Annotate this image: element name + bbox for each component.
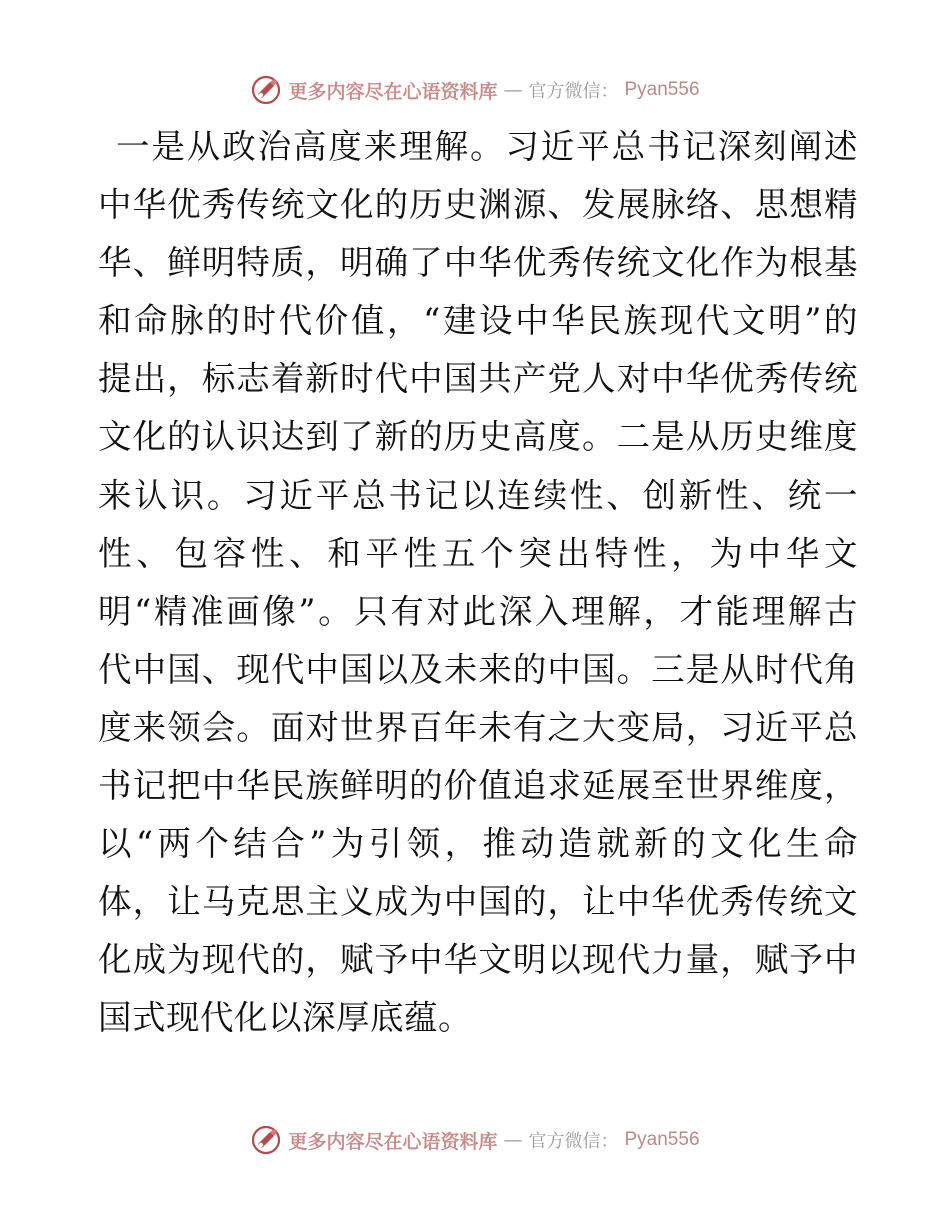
paragraph-line: 一是从政治高度来理解。习近平总书记深刻阐述 xyxy=(116,127,858,166)
watermark-dash: — xyxy=(503,79,523,101)
paragraph-line: 代中国、现代中国以及未来的中国。三是从时代角 xyxy=(98,649,858,689)
watermark-contact-label: 官方微信： xyxy=(528,81,619,102)
watermark-brand-text: 更多内容尽在心语资料库 xyxy=(288,80,498,103)
paragraph-line: 提出，标志着新时代中国共产党人对中华优秀传统 xyxy=(98,359,858,399)
paragraph-line: 书记把中华民族鲜明的价值追求延展至世界维度， xyxy=(98,766,858,806)
watermark-contact-id: Pyan556 xyxy=(624,79,700,100)
watermark-contact-label: 官方微信： xyxy=(528,1131,619,1152)
paragraph-line: 体，让马克思主义成为中国的，让中华优秀传统文 xyxy=(98,882,858,922)
paragraph-line: 明“精准画像”。只有对此深入理解，才能理解古 xyxy=(98,591,858,631)
watermark-brand-text: 更多内容尽在心语资料库 xyxy=(288,1130,498,1153)
document-body xyxy=(98,118,858,1048)
watermark-dash: — xyxy=(503,1129,523,1151)
paragraph-line: 来认识。习近平总书记以连续性、创新性、统一 xyxy=(98,475,858,515)
paragraph-line: 以“两个结合”为引领，推动造就新的文化生命 xyxy=(98,824,858,864)
paragraph-line: 国式现代化以深厚底蕴。 xyxy=(98,998,472,1038)
watermark-contact-id: Pyan556 xyxy=(624,1129,700,1150)
footer-watermark xyxy=(0,1120,950,1160)
paragraph-line: 中华优秀传统文化的历史渊源、发展脉络、思想精 xyxy=(98,185,858,225)
brand-logo-icon xyxy=(250,1124,282,1156)
paragraph-line: 度来领会。面对世界百年未有之大变局，习近平总 xyxy=(98,707,858,747)
paragraph-line: 性、包容性、和平性五个突出特性，为中华文 xyxy=(98,533,858,573)
paragraph-line: 化成为现代的，赋予中华文明以现代力量，赋予中 xyxy=(98,940,858,980)
paragraph-line: 和命脉的时代价值，“建设中华民族现代文明”的 xyxy=(98,301,858,341)
header-watermark xyxy=(0,70,950,110)
paragraph-line: 华、鲜明特质，明确了中华优秀传统文化作为根基 xyxy=(98,243,858,283)
brand-logo-icon xyxy=(250,74,282,106)
paragraph-line: 文化的认识达到了新的历史高度。二是从历史维度 xyxy=(98,417,858,457)
